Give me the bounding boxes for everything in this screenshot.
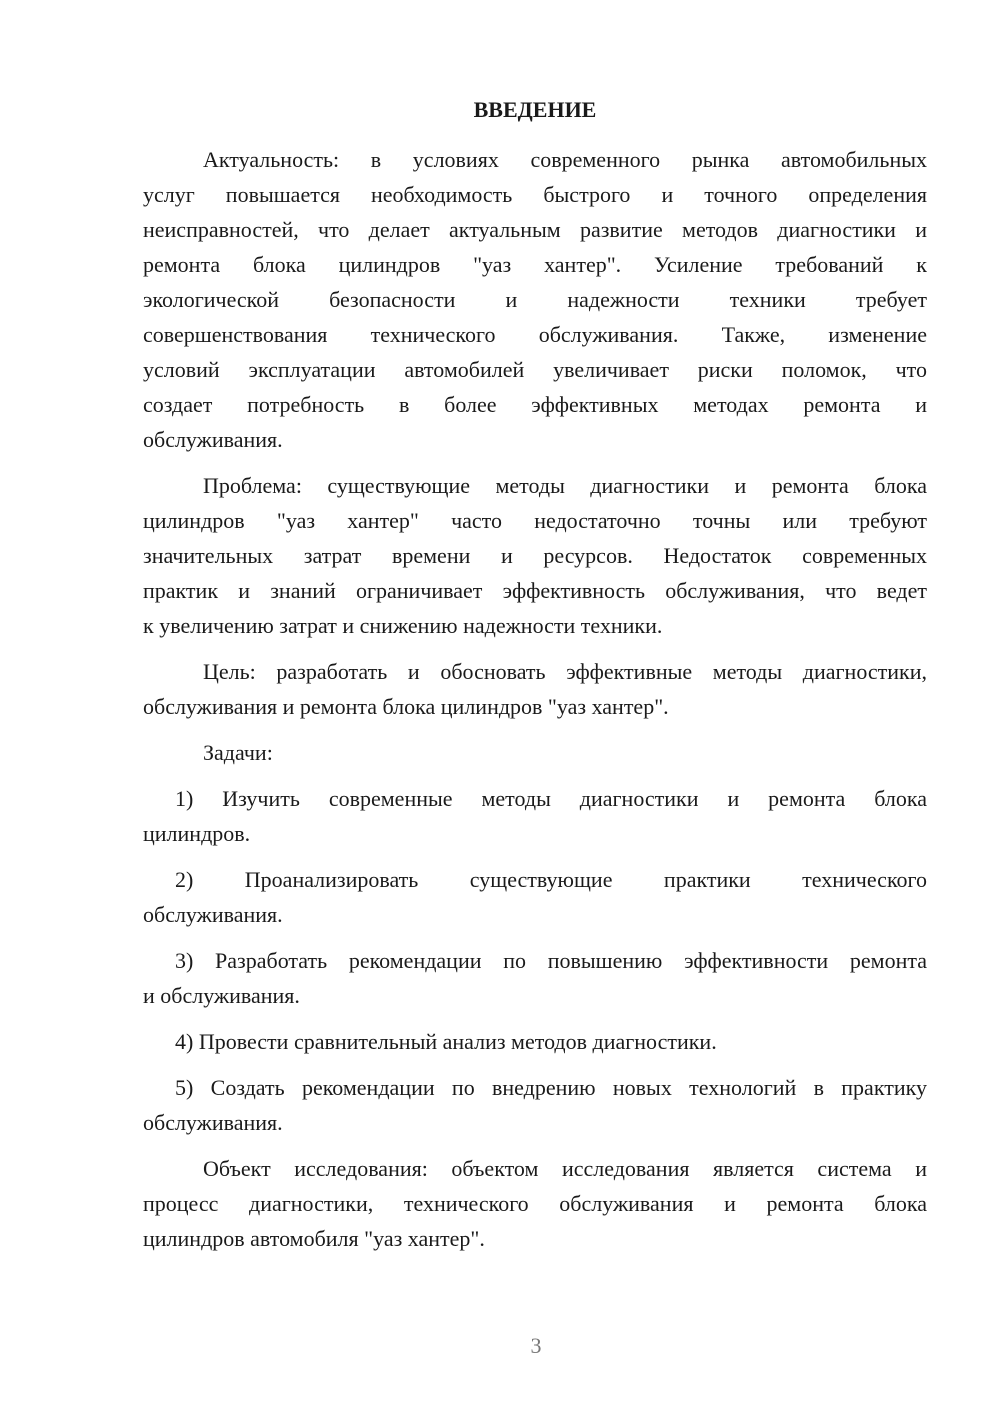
text-line: процесс диагностики, технического обслуживания и ремонта блока (143, 1191, 927, 1216)
task-list-item (143, 943, 927, 1013)
text-line: обслуживания и ремонта блока цилиндров "уаз хантер". (143, 694, 669, 719)
text-line: 1) Изучить современные методы диагностики и ремонта блока (175, 786, 927, 811)
text-line: цилиндров автомобиля "уаз хантер". (143, 1226, 485, 1251)
text-line: Объект исследования: объектом исследования является система и (203, 1156, 927, 1181)
text-line: Актуальность: в условиях современного рынка автомобильных (203, 147, 927, 172)
text-line: 2) Проанализировать существующие практики технического (175, 867, 927, 892)
document-body (143, 92, 927, 1267)
text-line: обслуживания. (143, 902, 283, 927)
text-line: экологической безопасности и надежности техники требует (143, 287, 927, 312)
text-line: неисправностей, что делает актуальным развитие методов диагностики и (143, 217, 927, 242)
text-line: Задачи: (203, 740, 273, 765)
text-line: ремонта блока цилиндров "уаз хантер". Усиление требований к (143, 252, 927, 277)
text-line: цилиндров. (143, 821, 251, 846)
text-line: к увеличению затрат и снижению надежности техники. (143, 613, 663, 638)
paragraph (143, 468, 927, 643)
task-list-item (143, 862, 927, 932)
text-line: обслуживания. (143, 1110, 283, 1135)
text-line: цилиндров "уаз хантер" часто недостаточно точны или требуют (143, 508, 927, 533)
paragraph (143, 142, 927, 457)
task-list-item (143, 781, 927, 851)
paragraphs (143, 142, 927, 1256)
task-list-item (143, 1024, 927, 1059)
text-line: услуг повышается необходимость быстрого и точного определения (143, 182, 927, 207)
text-line: совершенствования технического обслуживания. Также, изменение (143, 322, 927, 347)
text-line: условий эксплуатации автомобилей увеличивает риски поломок, что (143, 357, 927, 382)
text-line: 3) Разработать рекомендации по повышению эффективности ремонта (175, 948, 927, 973)
section-title: ВВЕДЕНИЕ (473, 97, 597, 122)
paragraph (143, 735, 927, 770)
text-line: Проблема: существующие методы диагностики и ремонта блока (203, 473, 927, 498)
text-line: создает потребность в более эффективных методах ремонта и (143, 392, 927, 417)
text-line: 4) Провести сравнительный анализ методов диагностики. (175, 1029, 717, 1054)
text-line: и обслуживания. (143, 983, 300, 1008)
page-number: 3 (530, 1333, 542, 1358)
paragraph (143, 1151, 927, 1256)
text-line: значительных затрат времени и ресурсов. Недостаток современных (143, 543, 927, 568)
text-line: 5) Создать рекомендации по внедрению новых технологий в практику (175, 1075, 927, 1100)
text-line: Цель: разработать и обосновать эффективные методы диагностики, (203, 659, 927, 684)
text-line: практик и знаний ограничивает эффективность обслуживания, что ведет (143, 578, 927, 603)
paragraph (143, 654, 927, 724)
task-list-item (143, 1070, 927, 1140)
text-line: обслуживания. (143, 427, 283, 452)
